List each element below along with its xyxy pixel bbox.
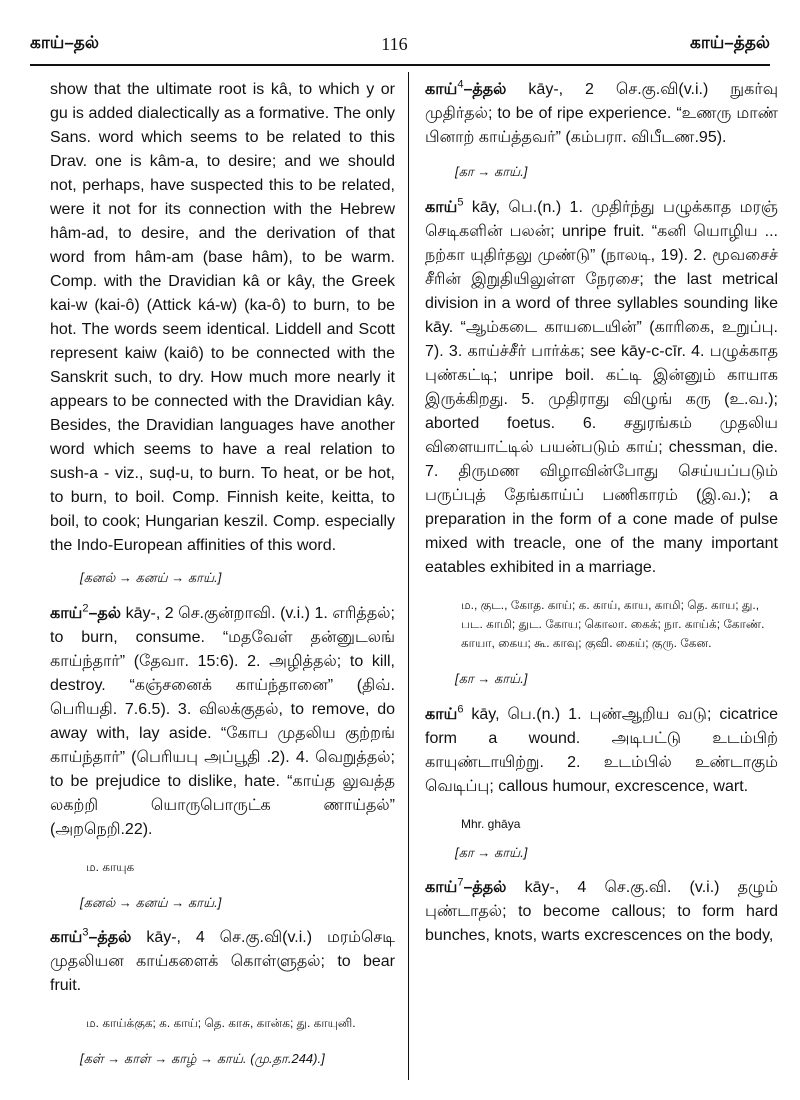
homonym-number: 2 [82,602,89,615]
dictionary-entry-6 [425,703,778,799]
homonym-number: 5 [457,196,464,209]
homonym-number: 7 [457,876,464,889]
cognates: ம. காய்க்குக; க. காய்; தெ. காசு, கான்க; து. காயுனி. [86,1016,356,1031]
headword-suffix: –த்தல் [463,879,507,897]
headword: காய் [425,81,458,98]
column-divider [408,72,409,1080]
headword: காய் [50,929,83,947]
dictionary-entry-3 [50,926,395,998]
headword: காய் [50,604,83,622]
derivation-bracket: [கனல் → கனய் → காய்.] [80,570,222,585]
entry-body: kāy, பெ.(n.) 1. புண்ஆறிய வடு; cicatrice form a wound. அடிபட்டு உடம்பிற் காயுண்டாயிற்று. 2. உடம்பில் உண்டாகும் வெடிப்பு; callous humour, excrescence, wart. [425,705,778,795]
headword: காய் [425,705,458,723]
derivation-bracket: [கள் → காள் → காழ் → காய். (மு.தா.244).] [80,1051,325,1067]
right-column [425,78,778,1080]
headword: காய் [425,198,458,216]
entry-body: kāy-, 4 செ.கு.வி(v.i.) மரம்செடி முதலியன காய்களைக் கொள்ளுதல்; to bear fruit. [50,929,395,995]
left-column [50,78,395,1080]
cognates: Mhr. ghāya [461,816,521,831]
derivation-bracket: [கா → காய்.] [455,164,528,179]
dictionary-entry-2 [50,602,395,842]
running-head-right: காய்–த்தல் [689,33,770,52]
homonym-number: 3 [82,926,89,939]
entry-body: kāy-, 4 செ.கு.வி. (v.i.) தழும் புண்டாதல்; to become callous; to form hard bunches, knots, warts excrescences on the body, [425,879,778,945]
entry-body: kāy, பெ.(n.) 1. முதிர்ந்து பழுக்காத மரஞ் செடிகளின் பலன்; unripe fruit. “கனி யொழிய ... நற்கா யுதிர்தலு முண்டு” (நாலடி, 19). 2. மூவசைச் சீரின் இறுதியிலுள்ள நேரசை; the last metrical division in a word of three syllables sounding like kāy. “ஆம்கடை காயடையின்” (காரிகை, உறுப்பு. 7). 3. காய்ச்சீர் பார்க்க; see kāy-c-cīr. 4. பழுக்காத புண்கட்டி; unripe boil. கட்டி இன்னும் காயாக இருக்கிறது. 5. முதிராது விழுங் கரு (உ.வ.); aborted foetus. 6. சதுரங்கம் முதலிய விளையாட்டில் பயன்படும் காய்; chessman, die. 7. திருமண விழாவின்போது செய்யப்படும் பருப்புத் தேங்காய்ப் பணிகாரம் (இ.வ.); a preparation in the form of a cone made of pulse mixed with treacle, one of the many important eatables exhibited in a marriage. [425,198,778,576]
entry-continuation: show that the ultimate root is kâ, to which y or gu is added dialectically as a formative. The only Sans. word which seems to be related to this Drav. one is kâm-a, to desire; and we should not, perhaps, have suspected this to be related, were it not for its connection with the Hebrew hâm-ad, to desire, and the derivation of that word from hâm-am (base hâm), to be warm. Comp. with the Dravidian kâ or kây, the Greek kai-w (kai-ô) (Attick ká-w) (ka-ô) to burn, to be hot. The words seem identical. Liddell and Scott represent kaiw (kaiô) to be connected with the Sanskrit such, to dry. How much more nearly it appears to be connected with the Dravidian kây. Besides, the Dravidian languages have another word which seems to have a real relation to sush-a - viz., suḍ-u, to burn. To heat, or be hot, to burn, to boil. Comp. Finnish keite, keitta, to boil, to cook; Hungarian keszil. Comp. especially the Indo-European affinities of this word. [50,81,395,554]
cognates: ம., குட., கோத. காய்; க. காய், காய, காமி; தெ. காய; து., பட. காமி; துட. கோய; கொலா. கைக்; நா. காய்க்; கோண். காயா, கைய; கூ. காவு; குவி. கைய்; குரு. கேன. [461,597,765,650]
page-header [30,30,770,66]
cognates: ம. காயுக [86,859,135,874]
homonym-number: 6 [457,703,464,716]
dictionary-entry-7 [425,876,778,948]
running-head-left: காய்–தல் [30,33,99,52]
dictionary-entry-5 [425,196,778,580]
headword-suffix: –த்தல் [463,81,507,98]
entry-body: kāy-, 2 செ.குன்றாவி. (v.i.) 1. எரித்தல்; to burn, consume. “மதவேள் தன்னுடலங் காய்ந்தார்” (தேவா. 15:6). 2. அழித்தல்; to kill, destroy. “கஞ்சனைக் காய்ந்தானை” (திவ். பெரியதி. 7.6.5). 3. விலக்குதல், to remove, do away with, lay aside. “கோப முதலிய குற்றங் காய்ந்தார்” (பெரியபு அப்பூதி .2). 4. வெறுத்தல்; to be prejudice to dislike, hate. “காய்த லுவத்த லகற்றி யொருபொருட்க ணாய்தல்” (அறநெறி.22). [50,604,395,838]
dictionary-entry-4 [425,78,778,150]
headword: காய் [425,879,458,897]
derivation-bracket: [கனல் → கனய் → காய்.] [80,894,222,910]
entry-body: kāy-, 2 செ.கு.வி(v.i.) நுகர்வு முதிர்தல்; to be of ripe experience. “உணரு மாண் பினாற் காய்த்தவர்” (கம்பரா. விபீடண.95). [425,81,778,146]
page-number: 116 [381,33,408,54]
derivation-bracket: [கா → காய்.] [455,844,528,860]
headword-suffix: –த்தல் [88,929,132,947]
homonym-number: 4 [457,78,464,91]
derivation-bracket: [கா → காய்.] [455,671,528,687]
headword-suffix: –தல் [88,604,122,622]
